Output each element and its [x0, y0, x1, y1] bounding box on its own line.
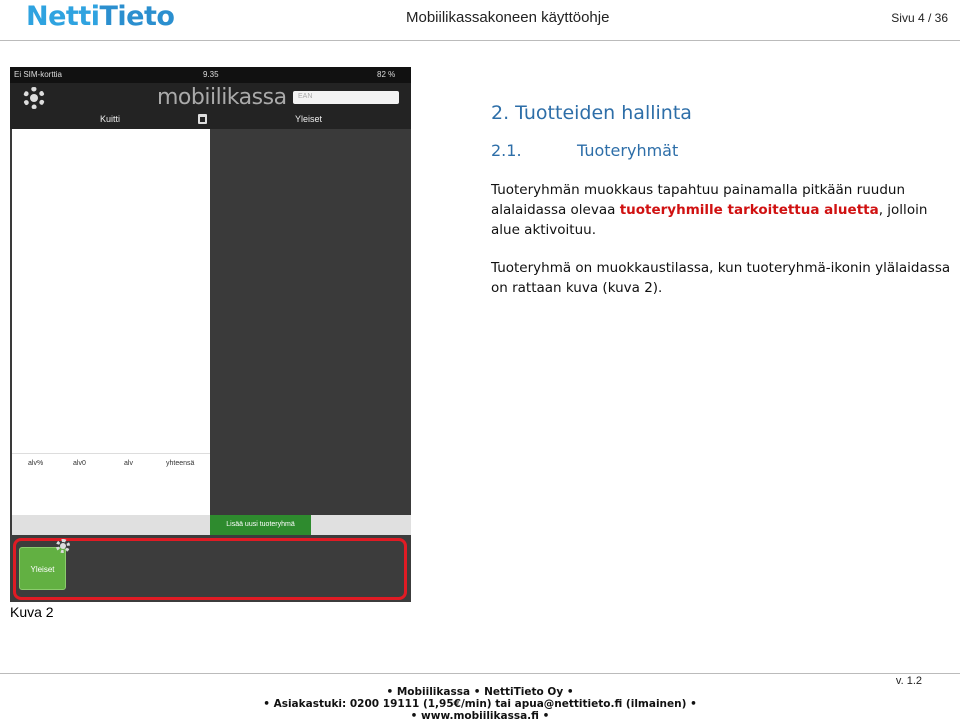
col-alv-percent: alv% — [28, 460, 44, 467]
trash-icon[interactable] — [198, 114, 207, 124]
subsection-title: Tuoteryhmät — [577, 141, 679, 160]
page-number: Sivu 4 / 36 — [891, 11, 948, 25]
footer-divider — [0, 673, 960, 674]
version-label: v. 1.2 — [895, 675, 922, 687]
product-group-tile[interactable]: Yleiset — [19, 547, 66, 590]
bottom-bar — [12, 515, 411, 535]
col-alv: alv — [124, 460, 133, 467]
app-brand: mobiilikassa — [157, 85, 287, 110]
nettitieto-logo — [26, 1, 174, 32]
footer-line-1: • Mobiilikassa • NettiTieto Oy • — [386, 686, 574, 698]
app-screenshot — [10, 67, 411, 602]
footer-line-2: • Asiakastuki: 0200 19111 (1,95€/min) tai apua@nettitieto.fi (ilmainen) • — [263, 698, 697, 710]
tab-yleiset[interactable]: Yleiset — [295, 114, 323, 124]
section-heading: 2. Tuotteiden hallinta — [491, 102, 692, 124]
paragraph-1-start: Tuoteryhmän muokkaus tapahtuu painamalla pitkään ruudun alalaidassa olevaa — [491, 182, 905, 218]
logo-netti: Netti — [26, 1, 100, 32]
receipt-totals-header — [12, 453, 210, 515]
paragraph-2: Tuoteryhmä on muokkaustilassa, kun tuoteryhmä-ikonin ylälaidassa on rattaan kuva (kuva 2). — [491, 260, 951, 296]
tab-kuitti[interactable]: Kuitti — [100, 114, 121, 124]
edit-gear-icon[interactable] — [56, 539, 70, 553]
settings-gear-icon[interactable] — [23, 87, 45, 109]
status-battery: 82 % — [377, 70, 396, 79]
paragraph-1 — [491, 180, 951, 240]
paragraph-1-end: , jolloin alue aktivoituu. — [491, 202, 928, 238]
add-product-group-button[interactable]: Lisää uusi tuoteryhmä — [210, 515, 311, 535]
ean-input[interactable]: EAN — [293, 91, 399, 104]
col-total: yhteensä — [166, 460, 195, 467]
figure-caption: Kuva 2 — [10, 604, 54, 620]
document-title: Mobiilikassakoneen käyttöohje — [406, 9, 610, 26]
app-toolbar — [10, 83, 411, 129]
paragraph-1-emphasis: tuoteryhmille tarkoitettua aluetta — [619, 202, 879, 218]
logo-tieto: Tieto — [99, 1, 175, 32]
footer-line-3: • www.mobiilikassa.fi • — [410, 710, 550, 720]
highlight-frame — [13, 538, 407, 600]
status-carrier: Ei SIM-korttia — [14, 70, 63, 79]
col-alv0: alv0 — [73, 460, 86, 467]
subsection-number: 2.1. — [491, 141, 522, 160]
status-bar — [10, 67, 411, 83]
header-divider — [0, 40, 960, 41]
product-panel — [211, 129, 411, 515]
status-time: 9.35 — [203, 70, 219, 79]
subsection-heading — [491, 141, 678, 160]
